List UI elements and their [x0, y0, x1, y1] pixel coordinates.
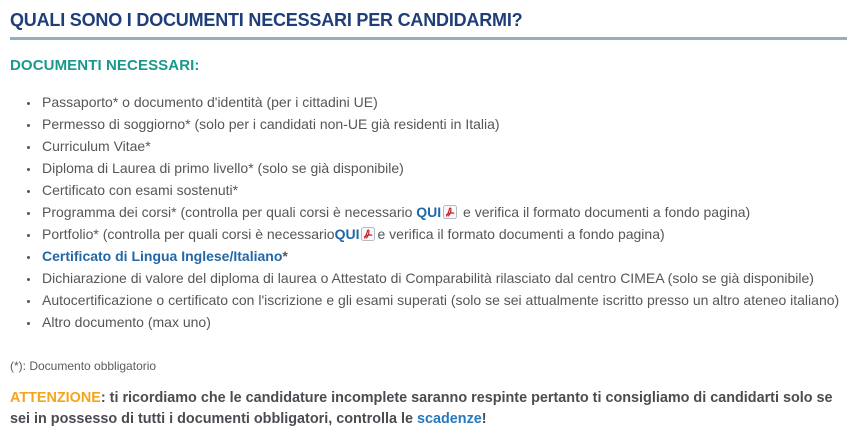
- list-item-programma-corsi: [40, 201, 849, 223]
- list-item-curriculum: [40, 135, 849, 157]
- list-item-text: Programma dei corsi* (controlla per quali corsi è necessario: [42, 204, 417, 220]
- section-heading: DOCUMENTI NECESSARI:: [10, 57, 200, 74]
- list-item-text: Portfolio* (controlla per quali corsi è necessario: [42, 226, 335, 242]
- title-divider: [10, 37, 847, 40]
- attention-label: ATTENZIONE: [10, 390, 101, 406]
- list-item-passaporto: [40, 91, 849, 113]
- list-item-text: *: [282, 248, 288, 264]
- list-item-autocertificazione: [40, 289, 849, 311]
- list-item-text: Altro documento (max uno): [42, 314, 211, 330]
- list-item-dichiarazione-valore: [40, 267, 849, 289]
- list-item-permesso: [40, 113, 849, 135]
- list-item-certificato-esami: [40, 179, 849, 201]
- list-item-certificato-lingua: [40, 245, 849, 267]
- page-title: QUALI SONO I DOCUMENTI NECESSARI PER CANDIDARMI?: [10, 10, 523, 30]
- list-item-text: Certificato con esami sostenuti*: [42, 182, 239, 198]
- scadenze-link[interactable]: scadenze: [416, 411, 482, 427]
- pdf-icon[interactable]: [361, 227, 375, 241]
- list-item-text: Autocertificazione o certificato con l'iscrizione e gli esami superati (solo se sei attualmente iscritto presso un altro ateneo italiano): [42, 292, 840, 308]
- list-item-altro-documento: [40, 311, 849, 333]
- qui-link-programma[interactable]: QUI: [416, 204, 442, 220]
- warning-end: !: [481, 411, 487, 427]
- list-item-text: Diploma di Laurea di primo livello* (solo se già disponibile): [42, 160, 404, 176]
- list-item-portfolio: [40, 223, 849, 245]
- list-item-text: Passaporto* o documento d'identità (per i cittadini UE): [42, 94, 378, 110]
- mandatory-footnote: (*): Documento obbligatorio: [10, 359, 157, 373]
- list-item-text: e verifica il formato documenti a fondo pagina): [377, 226, 665, 242]
- pdf-icon[interactable]: [443, 205, 457, 219]
- documents-list: [10, 91, 849, 333]
- list-item-text: e verifica il formato documenti a fondo pagina): [459, 204, 751, 220]
- qui-link-portfolio[interactable]: QUI: [334, 226, 360, 242]
- list-item-text: Curriculum Vitae*: [42, 138, 151, 154]
- list-item-text: Dichiarazione di valore del diploma di laurea o Attestato di Comparabilità rilasciato dal centro CIMEA (solo se già disponibile): [42, 270, 814, 286]
- list-item-diploma: [40, 157, 849, 179]
- certificato-lingua-link[interactable]: Certificato di Lingua Inglese/Italiano: [42, 248, 283, 264]
- list-item-text: Permesso di soggiorno* (solo per i candidati non-UE già residenti in Italia): [42, 116, 500, 132]
- warning-text: : ti ricordiamo che le candidature incomplete saranno respinte pertanto ti consigliamo di candidarti solo se sei in possesso di tutti i documenti obbligatori, controlla le: [10, 390, 833, 427]
